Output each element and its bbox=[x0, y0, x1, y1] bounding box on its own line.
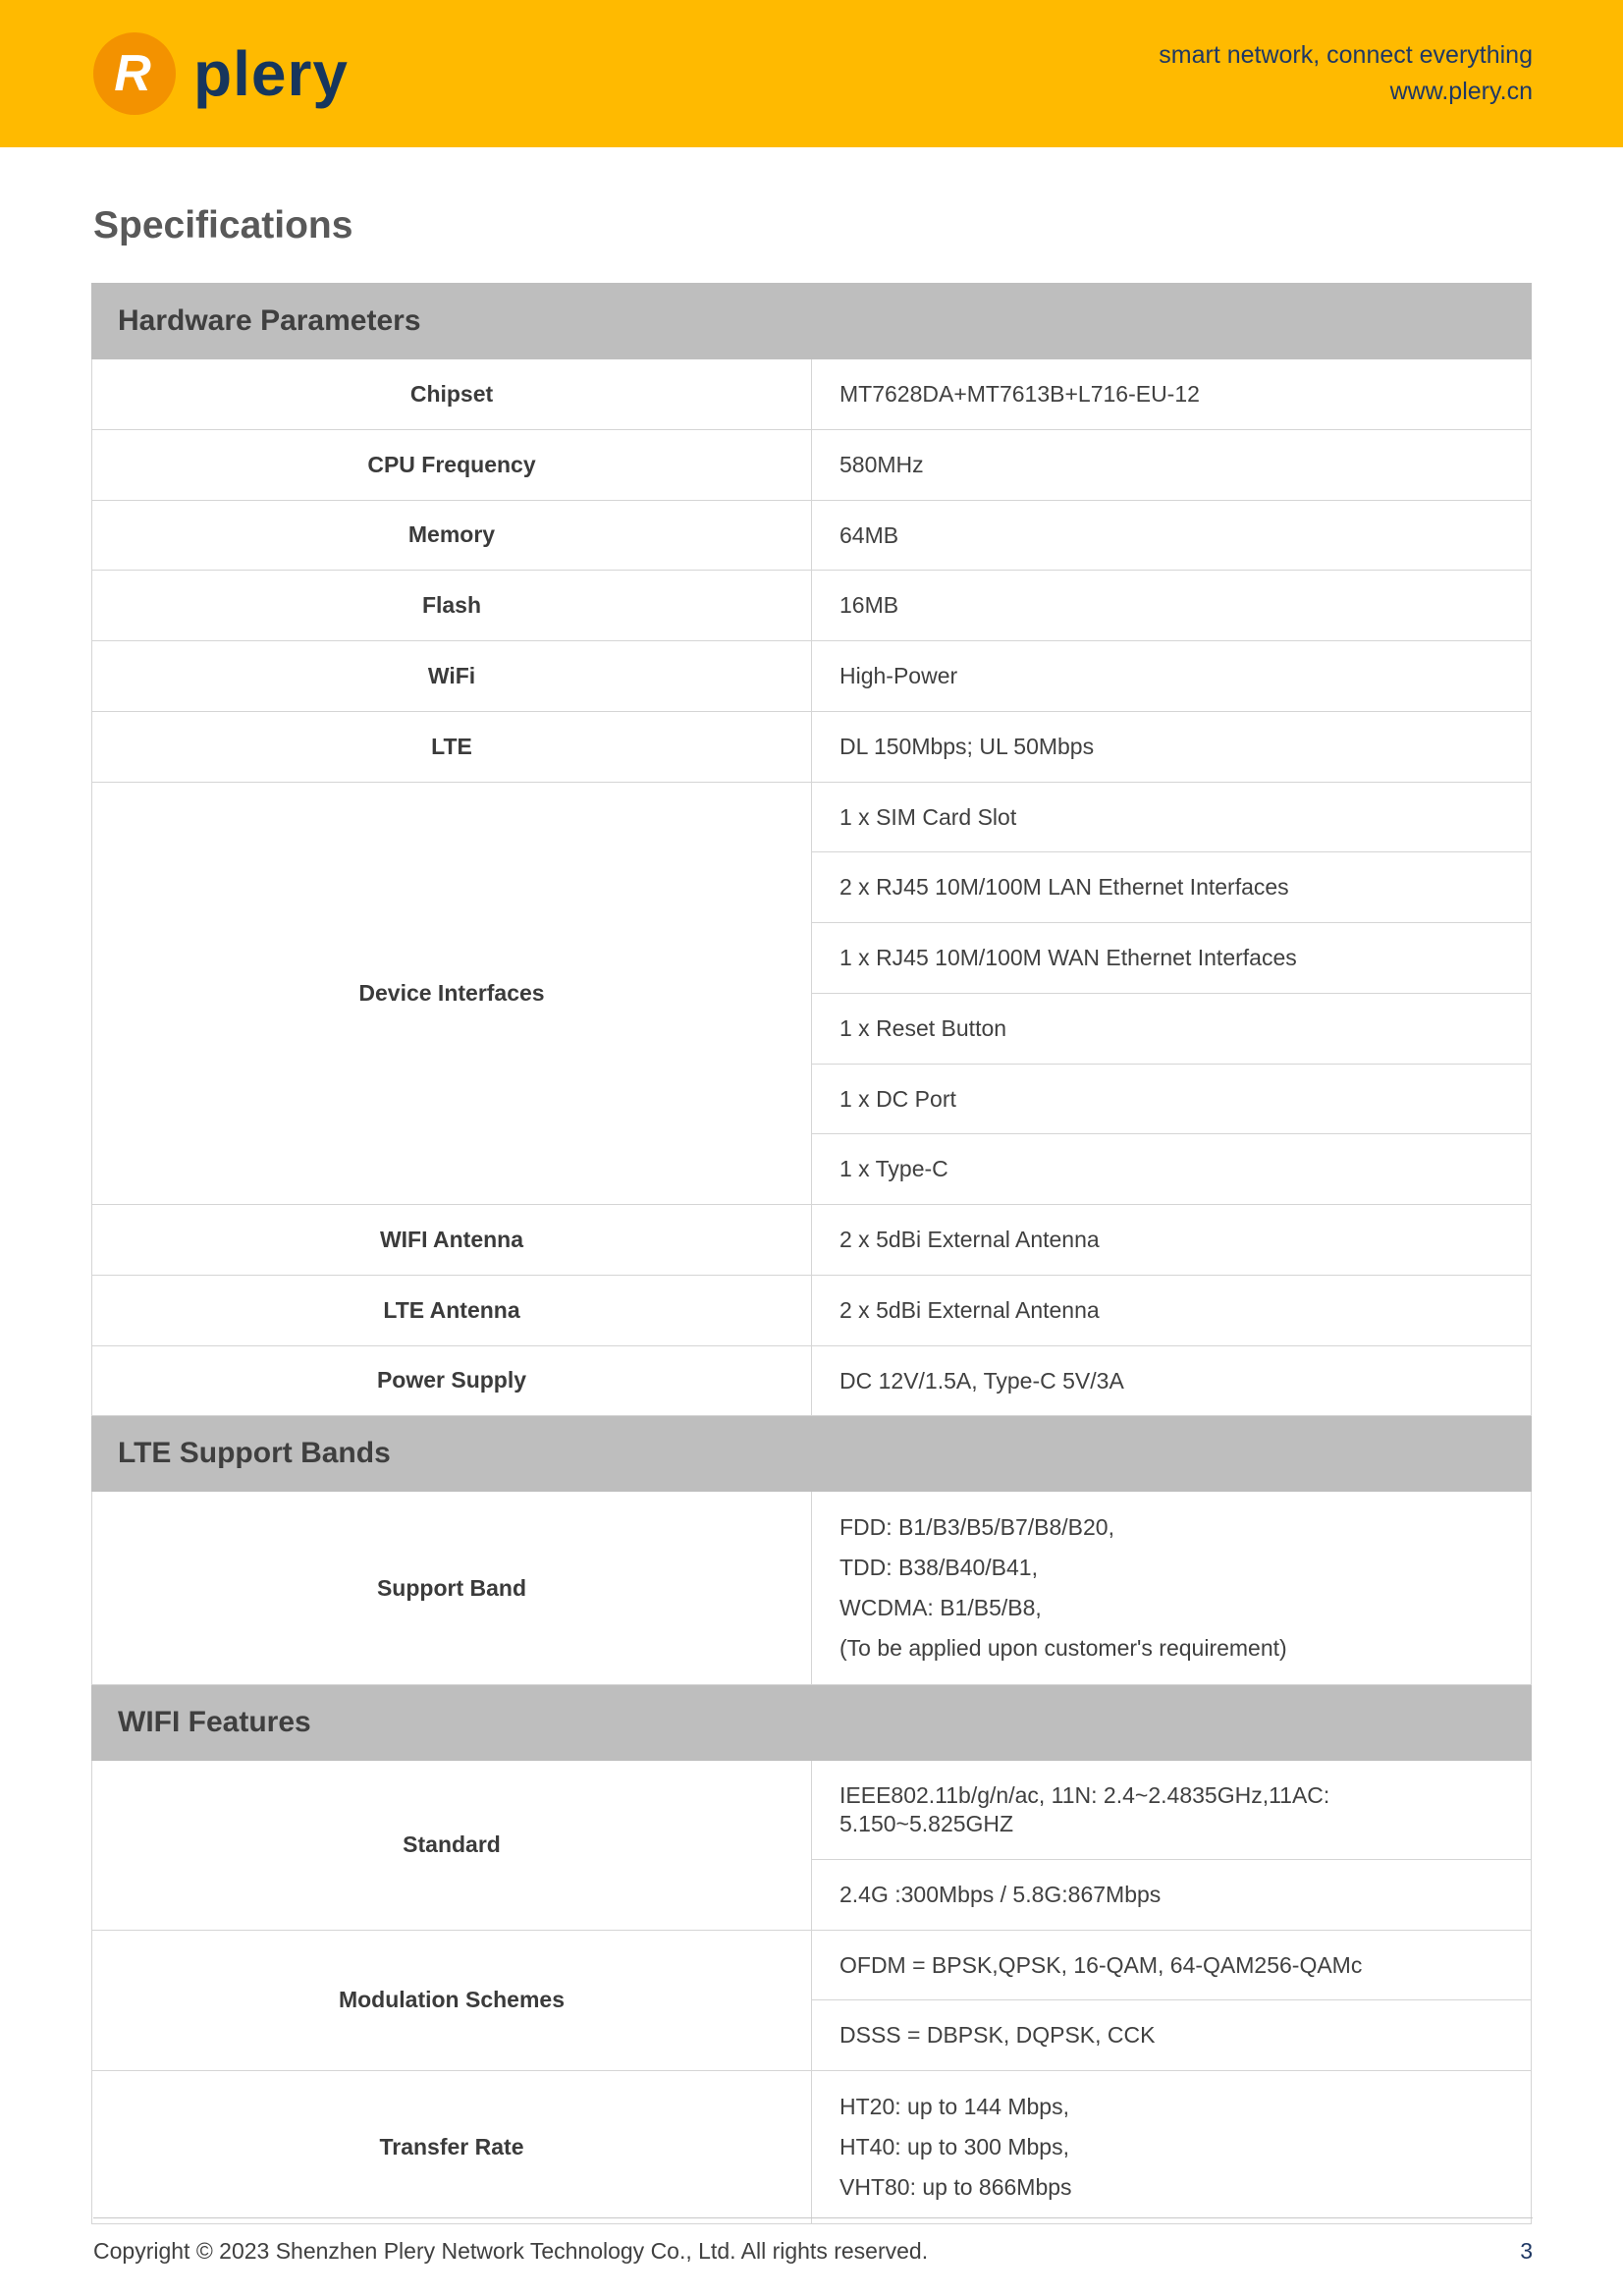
section-header-hardware-parameters: Hardware Parameters bbox=[92, 284, 1532, 359]
table-row bbox=[92, 1492, 1532, 1685]
spec-table bbox=[91, 283, 1532, 2224]
cell-line: DL 150Mbps; UL 50Mbps bbox=[839, 733, 1095, 759]
row-label: Support Band bbox=[92, 1492, 812, 1685]
row-value bbox=[812, 1492, 1532, 1685]
row-value bbox=[812, 1761, 1532, 1860]
row-value bbox=[812, 1064, 1532, 1134]
section-row bbox=[92, 1685, 1532, 1761]
cell-line: VHT80: up to 866Mbps bbox=[839, 2174, 1072, 2200]
row-value bbox=[812, 359, 1532, 430]
row-label: Modulation Schemes bbox=[92, 1930, 812, 2071]
cell-line: TDD: B38/B40/B41, bbox=[839, 1555, 1038, 1581]
cell-line: 64MB bbox=[839, 521, 899, 548]
table-row bbox=[92, 1761, 1532, 1860]
row-label: LTE bbox=[92, 711, 812, 782]
cell-line: 2 x 5dBi External Antenna bbox=[839, 1296, 1100, 1323]
footer-copyright: Copyright © 2023 Shenzhen Plery Network Technology Co., Ltd. All rights reserved. bbox=[93, 2238, 929, 2264]
cell-line: (To be applied upon customer's requirement) bbox=[839, 1635, 1287, 1662]
row-label: WiFi bbox=[92, 641, 812, 712]
logo-glyph: R bbox=[114, 45, 151, 102]
row-label: CPU Frequency bbox=[92, 429, 812, 500]
plery-logo-icon bbox=[93, 32, 176, 115]
row-label: Chipset bbox=[92, 359, 812, 430]
cell-line: 1 x SIM Card Slot bbox=[839, 803, 1017, 830]
header-website: www.plery.cn bbox=[1389, 78, 1533, 105]
table-row bbox=[92, 1205, 1532, 1276]
row-value bbox=[812, 923, 1532, 994]
section-row bbox=[92, 1416, 1532, 1492]
row-value bbox=[812, 500, 1532, 571]
table-row bbox=[92, 1275, 1532, 1345]
row-value bbox=[812, 429, 1532, 500]
cell-line: IEEE802.11b/g/n/ac, 11N: 2.4~2.4835GHz,11AC: 5.150~5.825GHZ bbox=[839, 1782, 1330, 1836]
row-label: Memory bbox=[92, 500, 812, 571]
row-value bbox=[812, 1134, 1532, 1205]
table-row bbox=[92, 711, 1532, 782]
table-row bbox=[92, 359, 1532, 430]
cell-line: FDD: B1/B3/B5/B7/B8/B20, bbox=[839, 1514, 1114, 1541]
header-bar bbox=[0, 0, 1623, 147]
logo-text: plery bbox=[193, 38, 349, 109]
cell-line: DSSS = DBPSK, DQPSK, CCK bbox=[839, 2022, 1156, 2049]
cell-line: 1 x DC Port bbox=[839, 1085, 956, 1112]
table-row bbox=[92, 571, 1532, 641]
cell-line: 1 x RJ45 10M/100M WAN Ethernet Interfaces bbox=[839, 945, 1297, 970]
section-header-wifi-features: WIFI Features bbox=[92, 1685, 1532, 1761]
cell-line: 580MHz bbox=[839, 451, 924, 477]
row-value bbox=[812, 1930, 1532, 2000]
plery-logo bbox=[93, 32, 349, 115]
table-row bbox=[92, 500, 1532, 571]
cell-line: 2 x 5dBi External Antenna bbox=[839, 1227, 1100, 1252]
row-label: Standard bbox=[92, 1761, 812, 1930]
cell-line: 1 x Type-C bbox=[839, 1156, 948, 1182]
table-row bbox=[92, 1345, 1532, 1416]
section-row bbox=[92, 284, 1532, 359]
row-value bbox=[812, 782, 1532, 852]
cell-line: HT40: up to 300 Mbps, bbox=[839, 2134, 1069, 2159]
cell-line: High-Power bbox=[839, 663, 958, 688]
cell-line: DC 12V/1.5A, Type-C 5V/3A bbox=[839, 1367, 1124, 1394]
table-row bbox=[92, 2071, 1532, 2224]
header-right bbox=[1159, 37, 1533, 110]
row-value bbox=[812, 641, 1532, 712]
table-row bbox=[92, 782, 1532, 852]
row-value bbox=[812, 2071, 1532, 2224]
row-value bbox=[812, 571, 1532, 641]
header-tagline: smart network, connect everything bbox=[1159, 41, 1533, 69]
row-value bbox=[812, 711, 1532, 782]
row-value bbox=[812, 1345, 1532, 1416]
row-label: Device Interfaces bbox=[92, 782, 812, 1205]
table-row bbox=[92, 429, 1532, 500]
cell-line: 2 x RJ45 10M/100M LAN Ethernet Interfaces bbox=[839, 874, 1289, 901]
cell-line: MT7628DA+MT7613B+L716-EU-12 bbox=[839, 381, 1200, 407]
page-title: Specifications bbox=[93, 204, 353, 246]
cell-line: OFDM = BPSK,QPSK, 16-QAM, 64-QAM256-QAMc bbox=[839, 1951, 1363, 1978]
cell-line: 2.4G :300Mbps / 5.8G:867Mbps bbox=[839, 1881, 1162, 1907]
page-number: 3 bbox=[1520, 2238, 1533, 2264]
row-value bbox=[812, 852, 1532, 923]
row-label: Flash bbox=[92, 571, 812, 641]
cell-line: HT20: up to 144 Mbps, bbox=[839, 2094, 1069, 2119]
row-value bbox=[812, 1205, 1532, 1276]
row-value bbox=[812, 1859, 1532, 1930]
row-value bbox=[812, 2000, 1532, 2071]
page-footer bbox=[93, 2217, 1533, 2265]
table-row bbox=[92, 1930, 1532, 2000]
cell-line: 1 x Reset Button bbox=[839, 1014, 1007, 1041]
row-label: WIFI Antenna bbox=[92, 1205, 812, 1276]
row-label: Power Supply bbox=[92, 1345, 812, 1416]
row-value bbox=[812, 993, 1532, 1064]
row-label: Transfer Rate bbox=[92, 2071, 812, 2224]
section-header-lte-support-bands: LTE Support Bands bbox=[92, 1416, 1532, 1492]
row-value bbox=[812, 1275, 1532, 1345]
cell-line: WCDMA: B1/B5/B8, bbox=[839, 1595, 1042, 1621]
table-row bbox=[92, 641, 1532, 712]
row-label: LTE Antenna bbox=[92, 1275, 812, 1345]
cell-line: 16MB bbox=[839, 592, 899, 619]
